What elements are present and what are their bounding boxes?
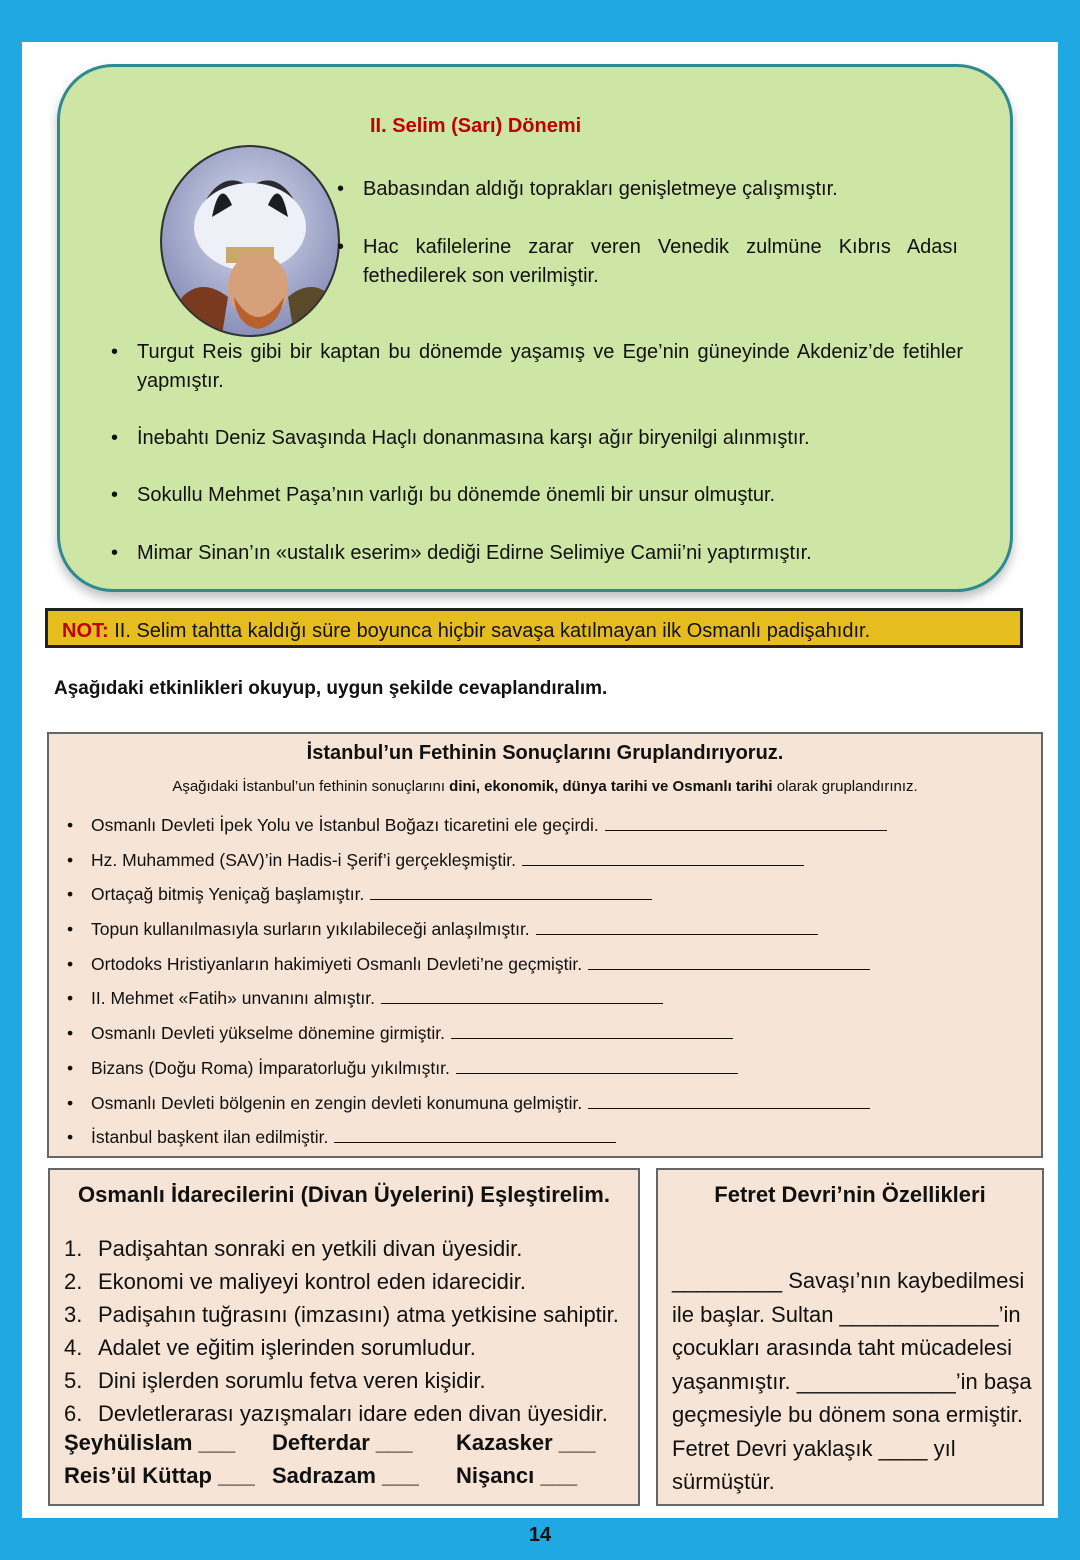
answer-blank[interactable]	[522, 851, 804, 866]
answer-blank[interactable]	[605, 816, 887, 831]
bullet-item: • Turgut Reis gibi bir kaptan bu dönemde yaşamış ve Ege’nin güneyinde Akdeniz’de fetihler yapmıştır.	[111, 341, 963, 392]
bullet-item: • Sokullu Mehmet Paşa’nın varlığı bu dönemde önemli bir unsur olmuştur.	[111, 484, 776, 506]
term-sadrazam[interactable]: Sadrazam ___	[272, 1463, 419, 1488]
activity-subtitle: Aşağıdaki İstanbul’un fethinin sonuçlarını dini, ekonomik, dünya tarihi ve Osmanlı tarihi olarak gruplandırınız.	[172, 778, 918, 795]
note-text: II. Selim tahtta kaldığı süre boyunca hiçbir savaşa katılmayan ilk Osmanlı padişahıdır.	[108, 620, 871, 642]
answer-blank[interactable]	[370, 885, 652, 900]
list-item: • İstanbul başkent ilan edilmiştir.	[67, 1120, 887, 1155]
page-sheet	[22, 42, 1058, 1518]
answer-blank[interactable]	[536, 920, 818, 935]
list-item: • Topun kullanılmasıyla surların yıkılabileceği anlaşılmıştır.	[67, 912, 887, 947]
activity-title: Osmanlı İdarecilerini (Divan Üyelerini) Eşleştirelim.	[78, 1182, 610, 1207]
sultan-portrait-image	[160, 145, 340, 337]
list-item: • Ortodoks Hristiyanların hakimiyeti Osmanlı Devleti’ne geçmiştir.	[67, 947, 887, 982]
bullet-item: • Babasından aldığı toprakları genişletmeye çalışmıştır.	[337, 178, 838, 200]
activity-title: Fetret Devri’nin Özellikleri	[714, 1182, 986, 1207]
activity-instruction: Aşağıdaki etkinlikleri okuyup, uygun şekilde cevaplandıralım.	[54, 678, 608, 699]
answer-blank[interactable]	[381, 989, 663, 1004]
result-list	[67, 808, 887, 1155]
term-nisanci[interactable]: Nişancı ___	[456, 1463, 578, 1488]
activity-grouping-box	[47, 732, 1043, 1158]
list-item: 5. Dini işlerden sorumlu fetva veren kişidir.	[64, 1368, 486, 1393]
fetret-period-box	[656, 1168, 1044, 1506]
list-item: • II. Mehmet «Fatih» unvanını almıştır.	[67, 981, 887, 1016]
list-item: 6. Devletlerarası yazışmaları idare eden divan üyesidir.	[64, 1401, 608, 1426]
list-item: • Hz. Muhammed (SAV)’in Hadis-i Şerif’i gerçekleşmiştir.	[67, 843, 887, 878]
note-banner	[45, 608, 1023, 648]
term-seyhulislam[interactable]: Şeyhülislam ___	[64, 1430, 236, 1455]
section-title: II. Selim (Sarı) Dönemi	[370, 115, 582, 137]
note-label: NOT:	[62, 620, 109, 642]
selim-info-panel	[57, 64, 1013, 592]
list-item: • Ortaçağ bitmiş Yeniçağ başlamıştır.	[67, 877, 887, 912]
list-item: 4. Adalet ve eğitim işlerinden sorumludur.	[64, 1335, 476, 1360]
matching-list	[64, 1232, 619, 1430]
answer-blank[interactable]	[451, 1024, 733, 1039]
bullet-item: • Hac kafilelerine zarar veren Venedik zulmüne Kıbrıs Adası fethedilerek son verilmiştir.	[337, 236, 958, 287]
list-item: 2. Ekonomi ve maliyeyi kontrol eden idarecidir.	[64, 1269, 526, 1294]
list-item: 1. Padişahtan sonraki en yetkili divan üyesidir.	[64, 1236, 523, 1261]
bullet-item: • İnebahtı Deniz Savaşında Haçlı donanmasına karşı ağır biryenilgi alınmıştır.	[111, 427, 810, 449]
term-kazasker[interactable]: Kazasker ___	[456, 1430, 596, 1455]
fill-in-text[interactable]: _________ Savaşı’nın kaybedilmesi ile başlar. Sultan _____________’in çocukları arasında taht mücadelesi yaşanmıştır. _____________’in başa geçmesiyle bu dönem sona ermiştir. Fetret Devri yaklaşık ____ yıl sürmüştür.	[672, 1268, 1032, 1494]
list-item: • Osmanlı Devleti İpek Yolu ve İstanbul Boğazı ticaretini ele geçirdi.	[67, 808, 887, 843]
answer-blank[interactable]	[588, 955, 870, 970]
page-number: 14	[528, 1524, 552, 1546]
list-item: • Osmanlı Devleti yükselme dönemine girmiştir.	[67, 1016, 887, 1051]
answer-blank[interactable]	[334, 1128, 616, 1143]
term-defterdar[interactable]: Defterdar ___	[272, 1430, 413, 1455]
divan-matching-box	[48, 1168, 640, 1506]
term-reisul-kuttap[interactable]: Reis’ül Küttap ___	[64, 1463, 255, 1488]
answer-blank[interactable]	[456, 1059, 738, 1074]
answer-blank[interactable]	[588, 1094, 870, 1109]
list-item: • Bizans (Doğu Roma) İmparatorluğu yıkılmıştır.	[67, 1051, 887, 1086]
activity-title: İstanbul’un Fethinin Sonuçlarını Gruplandırıyoruz.	[306, 742, 784, 764]
list-item: • Osmanlı Devleti bölgenin en zengin devleti konumuna gelmiştir.	[67, 1086, 887, 1121]
list-item: 3. Padişahın tuğrasını (imzasını) atma yetkisine sahiptir.	[64, 1302, 619, 1327]
bullet-item: • Mimar Sinan’ın «ustalık eserim» dediği Edirne Selimiye Camii’ni yaptırmıştır.	[111, 542, 812, 564]
